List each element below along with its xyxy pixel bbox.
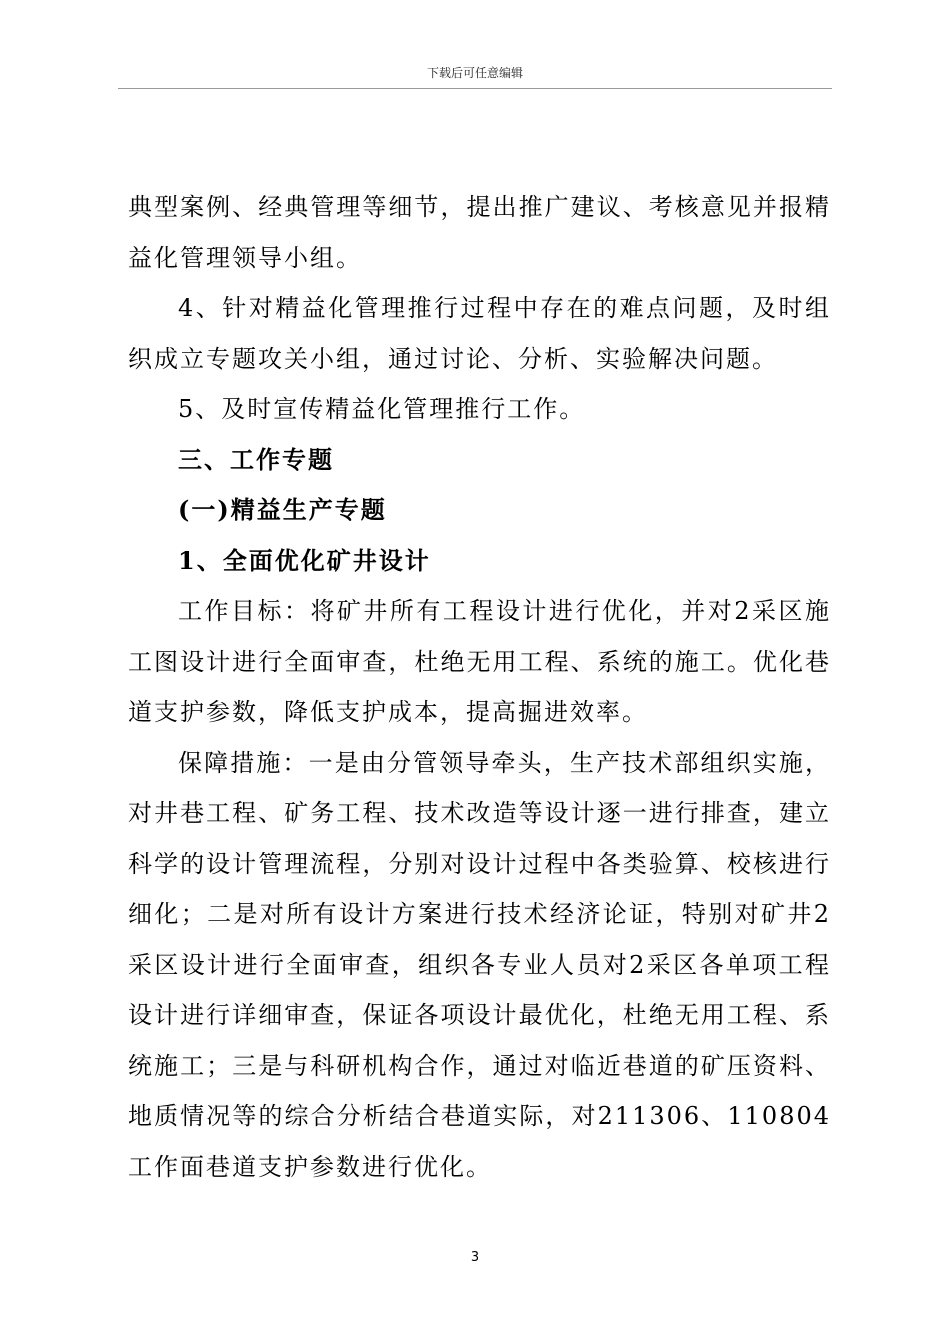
paragraph-work-goal: 工作目标：将矿井所有工程设计进行优化，并对2采区施工图设计进行全面审查，杜绝无用工程、系统的施工。优化巷道支护参数，降低支护成本，提高掘进效率。 bbox=[128, 597, 831, 726]
topic-heading: 1、全面优化矿井设计 bbox=[178, 545, 431, 575]
page-number: 3 bbox=[470, 1250, 480, 1265]
page-header: 下载后可任意编辑 bbox=[426, 66, 523, 80]
paragraph-item-4: 4、针对精益化管理推行过程中存在的难点问题，及时组织成立专题攻关小组，通过讨论、分析、实验解决问题。 bbox=[128, 294, 831, 373]
document-body bbox=[128, 182, 831, 1192]
section-heading: 三、工作专题 bbox=[178, 444, 334, 474]
paragraph-safeguard-measures: 保障措施：一是由分管领导牵头，生产技术部组织实施，对井巷工程、矿务工程、技术改造等设计逐一进行排查，建立科学的设计管理流程，分别对设计过程中各类验算、校核进行细化；二是对所有设计方案进行技术经济论证，特别对矿井2采区设计进行全面审查，组织各专业人员对2采区各单项工程设计进行详细审查，保证各项设计最优化，杜绝无用工程、系统施工；三是与科研机构合作，通过对临近巷道的矿压资料、地质情况等的综合分析结合巷道实际，对211306、110804工作面巷道支护参数进行优化。 bbox=[128, 748, 831, 1181]
paragraph-continuation: 典型案例、经典管理等细节，提出推广建议、考核意见并报精益化管理领导小组。 bbox=[128, 193, 831, 272]
paragraph-item-5: 5、及时宣传精益化管理推行工作。 bbox=[178, 395, 586, 423]
header-divider bbox=[118, 88, 832, 89]
subsection-heading: (一)精益生产专题 bbox=[178, 495, 387, 524]
